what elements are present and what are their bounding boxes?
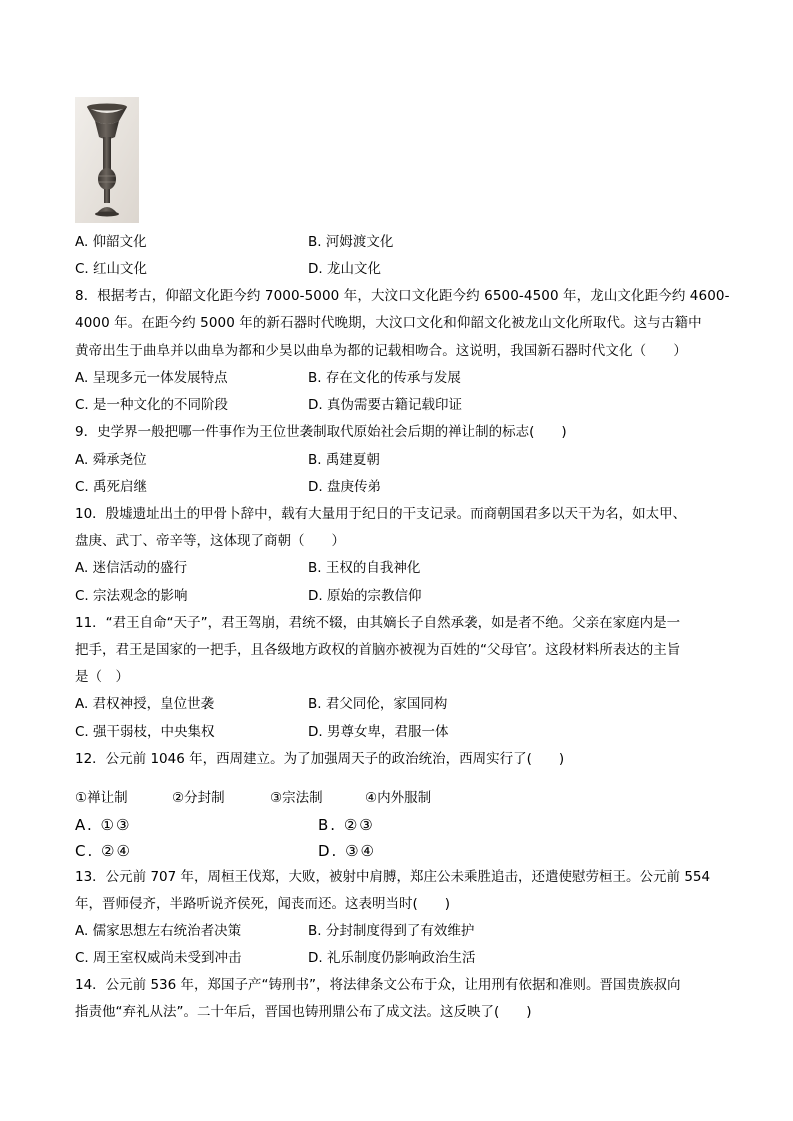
q10-option-d: D. 原始的宗教信仰 (308, 588, 422, 604)
q9-option-b: B. 禹建夏朝 (308, 452, 380, 468)
q10-option-b: B. 王权的自我神化 (308, 560, 421, 576)
q13-stem-line-1: 13．公元前 707 年，周桓王伐郑，大败，被射中肩膊，郑庄公未乘胜追击，还遣使慰劳桓王。公元前 554 (75, 869, 711, 885)
q7-option-c: C. 红山文化 (75, 261, 148, 277)
q12-option-d: D. ③④ (318, 842, 376, 860)
q11-stem-line-1: 11．“君王自命“天子”，君王驾崩，君统不辍，由其嫡长子自然承袭，如是者不绝。父亲在家庭内是一 (75, 615, 681, 631)
q7-option-d: D. 龙山文化 (308, 261, 381, 277)
q13-option-c: C. 周王室权威尚未受到冲击 (75, 950, 242, 966)
q12-item-4: ④内外服制 (365, 790, 432, 806)
q9-option-a: A. 舜承尧位 (75, 452, 147, 468)
q12-option-a: A. ①③ (75, 816, 132, 834)
q12-item-3: ③宗法制 (270, 790, 323, 806)
q13-option-d: D. 礼乐制度仍影响政治生活 (308, 950, 476, 966)
q7-option-b: B. 河姆渡文化 (308, 234, 394, 250)
q10-stem-line-2: 盘庚、武丁、帝辛等，这体现了商朝（ ） (75, 533, 345, 549)
q12-item-2: ②分封制 (172, 790, 225, 806)
q11-option-a: A. 君权神授，皇位世袭 (75, 696, 215, 712)
q8-option-b: B. 存在文化的传承与发展 (308, 370, 461, 386)
q8-stem-line-1: 8．根据考古，仰韶文化距今约 7000-5000 年，大汶口文化距今约 6500-4500 年，龙山文化距今约 4600- (75, 288, 730, 304)
q9-option-d: D. 盘庚传弟 (308, 479, 381, 495)
q8-stem-line-3: 黄帝出生于曲阜并以曲阜为都和少昊以曲阜为都的记载相吻合。这说明，我国新石器时代文化（ ） (75, 343, 687, 359)
q14-stem-line-1: 14．公元前 536 年，郑国子产“铸刑书”，将法律条文公布于众，让用刑有依据和准则。晋国贵族叔向 (75, 977, 681, 993)
q10-stem-line-1: 10．殷墟遗址出土的甲骨卜辞中，载有大量用于纪日的干支记录。而商朝国君多以天干为名，如太甲、 (75, 506, 687, 522)
q8-option-a: A. 呈现多元一体发展特点 (75, 370, 228, 386)
artifact-photo (75, 97, 139, 223)
q7-option-a: A. 仰韶文化 (75, 234, 147, 250)
q8-option-d: D. 真伪需要古籍记载印证 (308, 397, 462, 413)
q12-option-c: C. ②④ (75, 842, 132, 860)
q13-option-b: B. 分封制度得到了有效维护 (308, 923, 475, 939)
q10-option-c: C. 宗法观念的影响 (75, 588, 188, 604)
q12-item-1: ①禅让制 (75, 790, 128, 806)
q11-option-b: B. 君父同伦，家国同构 (308, 696, 448, 712)
q14-stem-line-2: 指责他“弃礼从法”。二十年后，晋国也铸刑鼎公布了成文法。这反映了( ) (75, 1004, 532, 1020)
q9-option-c: C. 禹死启继 (75, 479, 148, 495)
q11-option-c: C. 强干弱枝，中央集权 (75, 724, 215, 740)
q9-stem-line-1: 9．史学界一般把哪一件事作为王位世袭制取代原始社会后期的禅让制的标志( ) (75, 424, 567, 440)
q13-stem-line-2: 年，晋师侵齐，半路听说齐侯死，闻丧而还。这表明当时( ) (75, 896, 451, 912)
q11-option-d: D. 男尊女卑，君服一体 (308, 724, 449, 740)
q12-stem-line-1: 12．公元前 1046 年，西周建立。为了加强周天子的政治统治，西周实行了( ) (75, 751, 565, 767)
q10-option-a: A. 迷信活动的盛行 (75, 560, 188, 576)
q11-stem-line-3: 是（ ） (75, 669, 129, 685)
q8-stem-line-2: 4000 年。在距今约 5000 年的新石器时代晚期，大汶口文化和仰韶文化被龙山文化所取代。这与古籍中 (75, 315, 702, 331)
q13-option-a: A. 儒家思想左右统治者决策 (75, 923, 242, 939)
bronze-goblet-image (75, 97, 139, 223)
q12-option-b: B. ②③ (318, 816, 375, 834)
q11-stem-line-2: 把手，君王是国家的一把手，且各级地方政权的首脑亦被视为百姓的“父母官’。这段材料所表达的主旨 (75, 642, 681, 658)
q8-option-c: C. 是一种文化的不同阶段 (75, 397, 229, 413)
